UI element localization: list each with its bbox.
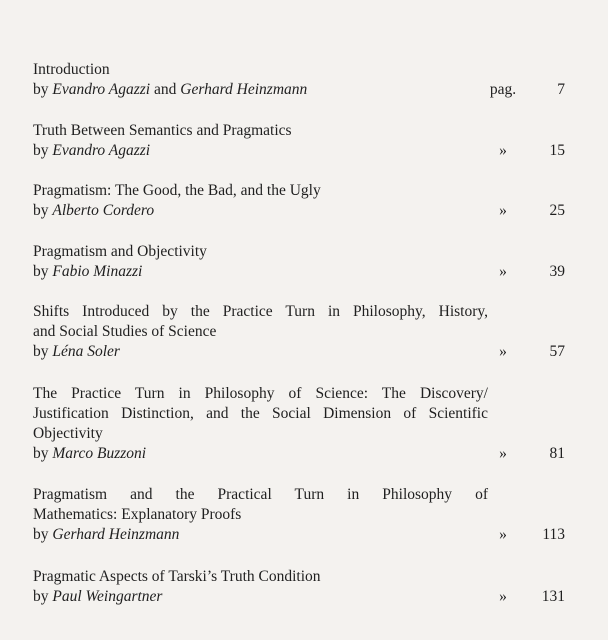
toc-entry-practice-turn-philosophy-science <box>33 384 573 464</box>
toc-entry-good-bad-ugly <box>33 181 573 221</box>
page-marker: » <box>499 526 507 543</box>
author-name: Evandro Agazzi <box>52 142 151 159</box>
page-reference <box>473 525 573 545</box>
page-reference <box>473 80 573 100</box>
entry-title: Truth Between Semantics and Pragmatics <box>33 122 292 139</box>
page-marker: » <box>499 588 507 605</box>
toc-entry-introduction <box>33 60 573 100</box>
author-name: Alberto Cordero <box>52 202 155 219</box>
entry-title-line: Pragmatism and the Practical Turn in Philosophy of <box>33 486 488 503</box>
page-marker: pag. <box>489 81 517 98</box>
page-marker: » <box>499 142 507 159</box>
page-number: 7 <box>557 81 565 98</box>
toc-entry-truth-semantics-pragmatics <box>33 121 573 161</box>
page-marker: » <box>499 343 507 360</box>
by-label: by <box>33 343 49 360</box>
page-reference <box>473 141 573 161</box>
toc-entry-pragmatism-objectivity <box>33 242 573 282</box>
page-marker: » <box>499 263 507 280</box>
by-label: by <box>33 142 49 159</box>
page-reference <box>473 587 573 607</box>
author-name: Léna Soler <box>52 343 120 360</box>
entry-title-line: Objectivity <box>33 425 103 442</box>
page-reference <box>473 342 573 362</box>
by-label: by <box>33 202 49 219</box>
author-name: Evandro Agazzi <box>52 81 151 98</box>
by-label: by <box>33 81 49 98</box>
entry-title: Pragmatism: The Good, the Bad, and the Ugly <box>33 182 321 199</box>
author-name: Gerhard Heinzmann <box>52 526 180 543</box>
entry-title: Introduction <box>33 61 110 78</box>
author-name: Gerhard Heinzmann <box>180 81 308 98</box>
entry-title-line: Mathematics: Explanatory Proofs <box>33 506 242 523</box>
by-label: by <box>33 588 49 605</box>
entry-title: Pragmatic Aspects of Tarski’s Truth Condition <box>33 568 321 585</box>
page-number: 39 <box>549 263 565 280</box>
by-label: by <box>33 445 49 462</box>
toc-entry-tarski-truth-condition <box>33 567 573 607</box>
entry-title-line: Shifts Introduced by the Practice Turn in Philosophy, History, <box>33 303 488 320</box>
page-marker: » <box>499 202 507 219</box>
author-name: Marco Buzzoni <box>52 445 147 462</box>
entry-title: Pragmatism and Objectivity <box>33 243 207 260</box>
page-reference <box>473 262 573 282</box>
toc-entry-mathematics-explanatory-proofs <box>33 485 573 545</box>
page-number: 81 <box>549 445 565 462</box>
page-marker: » <box>499 445 507 462</box>
page-reference <box>473 201 573 221</box>
page-number: 15 <box>549 142 565 159</box>
page-number: 113 <box>542 526 565 543</box>
by-label: by <box>33 263 49 280</box>
author-name: Fabio Minazzi <box>52 263 143 280</box>
entry-title-line: The Practice Turn in Philosophy of Science: The Discovery/ <box>33 385 488 402</box>
entry-title-line: and Social Studies of Science <box>33 323 217 340</box>
toc-entry-practice-turn-shifts <box>33 302 573 362</box>
page-number: 131 <box>541 588 565 605</box>
by-label: by <box>33 526 49 543</box>
page-reference <box>473 444 573 464</box>
author-joiner: and <box>150 81 181 98</box>
page-number: 57 <box>549 343 565 360</box>
page-number: 25 <box>549 202 565 219</box>
author-name: Paul Weingartner <box>52 588 163 605</box>
entry-title-line: Justification Distinction, and the Social Dimension of Scientific <box>33 405 488 422</box>
